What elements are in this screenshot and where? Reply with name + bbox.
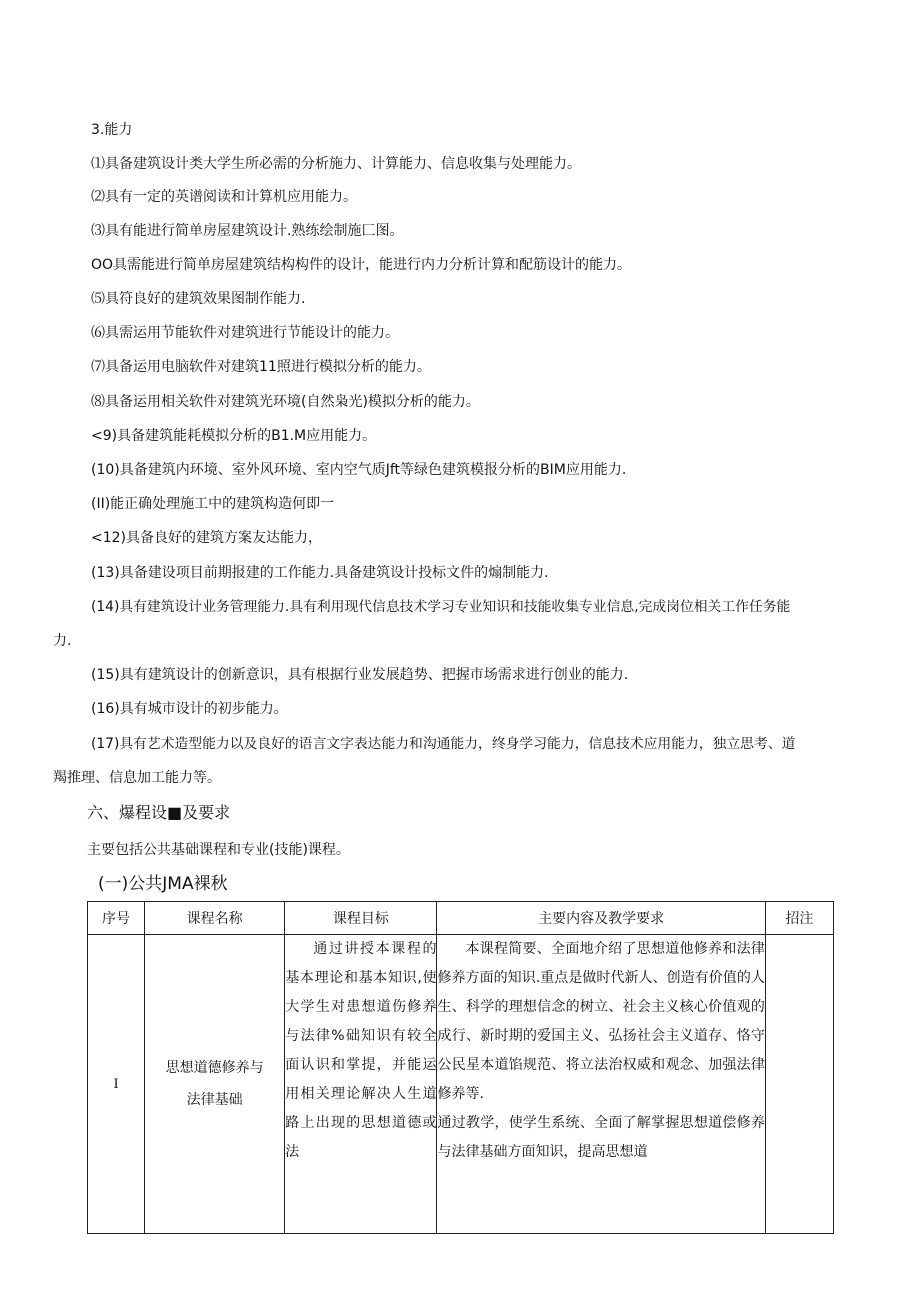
table-row xyxy=(88,935,834,1234)
header-content-requirements: 主要内容及教学要求 xyxy=(437,902,765,935)
ability-item-5: ⑸具符良好的建筑效果图制作能力. xyxy=(91,291,306,307)
course-goal-text: 通过讲授本课程的基本理论和基本知识,使大学生对患想道伤修养与法律%础知识有较全面认识和掌提，并能运用相关理论解决人生道路上出现的思想道德或法 xyxy=(285,941,437,1160)
ability-item-13: (13)具备建设项目前期报建的工作能力.具备建筑设计投标文件的煽制能力. xyxy=(91,565,549,581)
course-content-paragraph-1: 本课程简要、全面地介绍了思想道他修养和法律修养方面的知识.重点是做时代新人、创造有价值的人生、科学的理想信念的树立、社会主义核心价值观的成行、新时期的爱国主义、弘扬社会主义道存、恪守公民星本道馅规范、将立法治权威和观念、加强法律修养等. xyxy=(437,941,765,1102)
ability-item-9: <9)具备建筑能耗模拟分析的B1.M应用能力。 xyxy=(91,428,377,444)
ability-item-10: (10)具备建筑内环境、室外风环境、室内空气质Jft等绿色建筑模报分析的BIM应用能力. xyxy=(91,462,627,478)
table-header-row xyxy=(88,902,834,935)
ability-item-3: ⑶具有能进行简单房屋建筑设计.熟练绘制施匚图。 xyxy=(91,223,404,239)
ability-item-2: ⑵具有一定的英谱阅读和计算机应用能力。 xyxy=(91,189,357,205)
ability-item-15: (15)具有建筑设计的创新意识，具有根据行业发展趋势、把握市场需求进行创业的能力. xyxy=(91,667,629,683)
ability-item-14: (14)具有建筑设计业务管理能力.具有利用现代信息技术学习专业知识和技能收集专业信息,完成岗位相关工作任务能 xyxy=(91,599,791,615)
ability-item-17-cont: 羯推理、信息加工能力等。 xyxy=(53,770,221,786)
ability-item-11: (II)能正确处理施工中的建筑构造何即一 xyxy=(91,496,335,512)
ability-item-6: ⑹具需运用节能软件对建筑进行节能设计的能力。 xyxy=(91,325,399,341)
ability-item-17: (17)具有艺术造型能力以及良好的语言文字表达能力和沟通能力，终身学习能力，信息技术应用能力，独立思考、道 xyxy=(91,736,796,752)
course-name-line-1: 思想道德修养与 xyxy=(165,1060,264,1076)
header-note: 招注 xyxy=(765,902,833,935)
row-course-goal xyxy=(285,935,437,1234)
row-index: I xyxy=(88,935,145,1234)
row-course-name xyxy=(145,935,285,1234)
ability-item-12: <12)具备良好的建筑方案友达能力， xyxy=(91,530,323,546)
subsection-title: (一)公共JMA裸秋 xyxy=(98,874,228,894)
ability-item-8: ⑻具备运用相关软件对建筑光环境(自然枭光)模拟分析的能力。 xyxy=(91,394,480,410)
ability-item-14-cont: 力. xyxy=(53,633,72,649)
ability-item-1: ⑴具备建筑设计类大学生所必需的分析施力、计算能力、信息收集与处理能力。 xyxy=(91,156,581,172)
ability-heading: 3.能力 xyxy=(91,122,133,138)
section-title: 六、爆程设■及要求 xyxy=(87,803,231,822)
row-note xyxy=(765,935,833,1234)
ability-item-16: (16)具有城市设计的初步能力。 xyxy=(91,701,288,717)
header-course-goal: 课程目标 xyxy=(285,902,437,935)
row-course-content xyxy=(437,935,765,1234)
course-table xyxy=(87,901,834,1234)
header-index: 序号 xyxy=(88,902,145,935)
ability-item-4: OO具需能进行简单房屋建筑结构构件的设计，能进行内力分析计算和配筋设计的能力。 xyxy=(91,257,632,273)
course-content-paragraph-2: 通过教学，使学生系统、全面了解掌握思想道偿修养与法律基础方面知识，提高思想道 xyxy=(437,1115,765,1160)
course-name-line-2: 法律基础 xyxy=(186,1092,243,1108)
header-course-name: 课程名称 xyxy=(145,902,285,935)
section-intro: 主要包括公共基础课程和专业(技能)课程。 xyxy=(87,842,350,858)
ability-item-7: ⑺具备运用电脑软件对建筑11照进行模拟分析的能力。 xyxy=(91,359,431,375)
